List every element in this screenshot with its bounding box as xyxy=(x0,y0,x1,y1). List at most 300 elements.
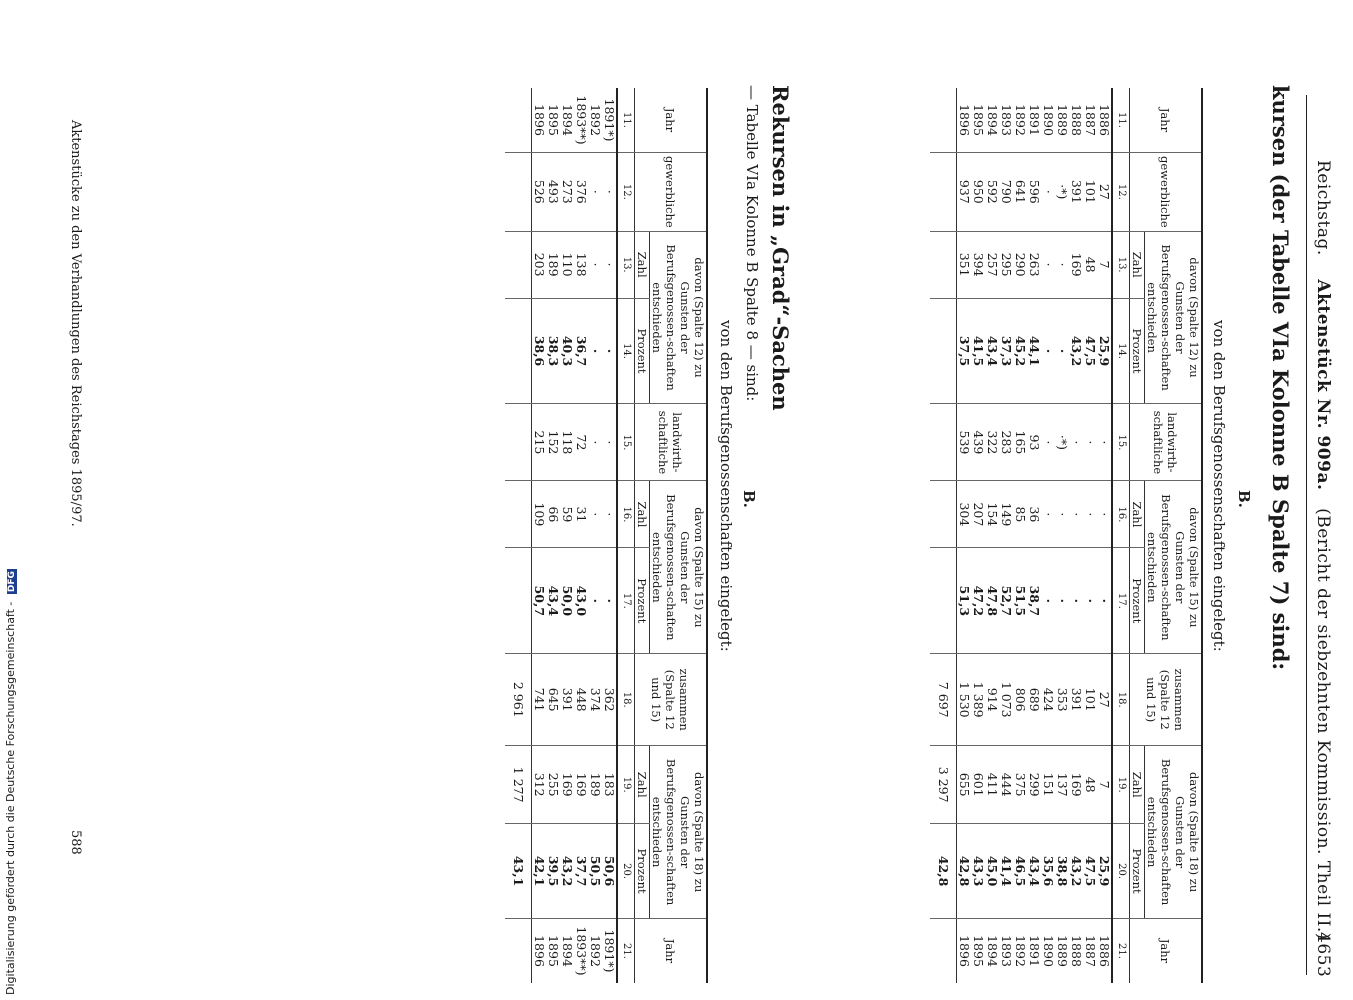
lower-cell: 1891*) xyxy=(602,919,617,984)
upper-cell: 1895 xyxy=(971,919,985,984)
upper-cell: 353 xyxy=(1055,654,1069,746)
lower-cell: 169 xyxy=(574,746,588,824)
hdr-jahr-right: Jahr xyxy=(1130,919,1203,984)
header-left: Reichstag. xyxy=(1313,160,1333,256)
lower-cell: 183 xyxy=(602,746,617,824)
lower-cell: 50,7 xyxy=(532,548,547,654)
upper-table-row xyxy=(1027,88,1041,983)
hdr-zahl-16: Zahl xyxy=(1130,481,1145,548)
lower-cell: 43,4 xyxy=(546,548,560,654)
lower-cell: 38,6 xyxy=(532,298,547,404)
upper-cell: 290 xyxy=(1013,231,1027,298)
upper-colno-cell: 19. xyxy=(1112,746,1130,824)
upper-cell: 806 xyxy=(1013,654,1027,746)
page-header xyxy=(1313,160,1333,940)
lower-cell: 1893**) xyxy=(574,919,588,984)
lhdr-gewerbliche: gewerbliche xyxy=(635,153,708,232)
upper-cell: 1887 xyxy=(1083,104,1098,136)
upper-cell: 304 xyxy=(957,481,972,548)
upper-cell: 257 xyxy=(985,231,999,298)
upper-cell: 299 xyxy=(1027,746,1041,824)
lower-total-cell xyxy=(505,298,532,404)
lower-cell: · xyxy=(602,231,617,298)
hdr-prozent-17: Prozent xyxy=(1130,548,1145,654)
upper-cell: 165 xyxy=(1013,404,1027,481)
lower-cell: 43,0 xyxy=(574,548,588,654)
upper-total-cell xyxy=(930,88,957,153)
upper-cell: 47,2 xyxy=(971,548,985,654)
lower-total-cell xyxy=(505,404,532,481)
lower-cell: 40,3 xyxy=(560,298,574,404)
upper-cell: 27 xyxy=(1097,654,1112,746)
upper-cell: ·*) xyxy=(1055,153,1069,232)
lower-cell: · xyxy=(588,548,602,654)
lhdr-zahl-16: Zahl xyxy=(635,481,650,548)
lower-table-title: Rekursen in „Grad“-Sachen xyxy=(768,85,793,411)
lower-colno-cell: 20. xyxy=(617,824,635,919)
upper-cell: · xyxy=(1041,404,1055,481)
lower-cell: 169 xyxy=(560,746,574,824)
upper-cell: · xyxy=(1069,548,1083,654)
lower-cell: · xyxy=(588,404,602,481)
lower-table-row xyxy=(560,88,574,983)
lower-cell: 493 xyxy=(546,153,560,232)
upper-cell: 27 xyxy=(1097,153,1112,232)
upper-cell: · xyxy=(1041,231,1055,298)
upper-cell: 48 xyxy=(1083,746,1097,824)
upper-cell: · xyxy=(1041,153,1055,232)
upper-cell: · xyxy=(1055,231,1069,298)
lower-subtitle: von den Berufsgenossenschaften eingelegt: xyxy=(717,320,735,652)
upper-cell: 149 xyxy=(999,481,1013,548)
upper-table-row xyxy=(1055,88,1069,983)
upper-cell: 1889 xyxy=(1055,919,1069,984)
upper-cell: 263 xyxy=(1027,231,1041,298)
upper-cell: 1 073 xyxy=(999,654,1013,746)
lower-cell: 376 xyxy=(574,153,588,232)
lower-cell: · xyxy=(588,298,602,404)
lhdr-zahl-13: Zahl xyxy=(635,231,650,298)
lower-table-row xyxy=(588,88,602,983)
upper-cell: 1893 xyxy=(999,919,1013,984)
upper-cell: 689 xyxy=(1027,654,1041,746)
upper-total-cell xyxy=(930,548,957,654)
upper-cell: · xyxy=(1097,548,1112,654)
upper-cell: 1 389 xyxy=(971,654,985,746)
lower-cell: · xyxy=(588,153,602,232)
lower-colno-cell: 14. xyxy=(617,298,635,404)
upper-colno-cell: 13. xyxy=(1112,231,1130,298)
upper-cell: 1894 xyxy=(985,104,1000,136)
upper-total-cell xyxy=(930,481,957,548)
lower-total-cell: 43,1 xyxy=(505,824,532,919)
upper-cell: 7 xyxy=(1097,746,1112,824)
upper-cell: 43,4 xyxy=(985,298,999,404)
upper-cell: 351 xyxy=(957,231,972,298)
lower-cell: 118 xyxy=(560,404,574,481)
upper-section-letter: B. xyxy=(1235,490,1253,508)
lower-total-cell xyxy=(505,919,532,984)
upper-table-row xyxy=(1069,88,1083,983)
lower-total-cell xyxy=(505,481,532,548)
lower-cell: 109 xyxy=(532,481,547,548)
lower-table-row xyxy=(532,88,547,983)
upper-cell: 85 xyxy=(1013,481,1027,548)
upper-cell: 1891 xyxy=(1027,104,1042,136)
upper-cell: 1892 xyxy=(1013,919,1027,984)
upper-cell: · xyxy=(1041,298,1055,404)
upper-total-cell: 42,8 xyxy=(930,824,957,919)
hdr-zusammen: zusammen (Spalte 12 und 15) xyxy=(1130,654,1203,746)
upper-cell: 1896 xyxy=(957,104,972,136)
lower-cell: · xyxy=(602,548,617,654)
footer-text: Aktenstücke zu den Verhandlungen des Reichstages 1895/97. xyxy=(68,120,83,527)
upper-cell: 394 xyxy=(971,231,985,298)
lower-cell: 43,2 xyxy=(560,824,574,919)
upper-cell: 38,7 xyxy=(1027,548,1041,654)
hdr-davon15: davon (Spalte 15) zu Gunsten der Berufsgenossen-schaften entschieden xyxy=(1145,481,1203,654)
lhdr-landwirth: landwirth-schaftliche xyxy=(635,404,708,481)
lower-cell: 741 xyxy=(532,654,547,746)
lower-cell: 38,3 xyxy=(546,298,560,404)
upper-cell: 48 xyxy=(1083,231,1097,298)
lower-cell: 50,6 xyxy=(602,824,617,919)
lower-colno-cell: 13. xyxy=(617,231,635,298)
upper-cell: 950 xyxy=(971,153,985,232)
lower-cell: 1894 xyxy=(560,104,575,136)
hdr-gewerbliche: gewerbliche xyxy=(1130,153,1203,232)
upper-cell: 43,2 xyxy=(1069,298,1083,404)
upper-colno-cell: 15. xyxy=(1112,404,1130,481)
upper-table-row xyxy=(957,88,972,983)
upper-table-row xyxy=(971,88,985,983)
lower-cell: 72 xyxy=(574,404,588,481)
upper-colno-cell: 18. xyxy=(1112,654,1130,746)
lower-totals-row xyxy=(505,88,532,983)
upper-cell: 47,5 xyxy=(1083,298,1097,404)
upper-cell: 101 xyxy=(1083,654,1097,746)
lower-cell: 42,1 xyxy=(532,824,547,919)
upper-cell: 1896 xyxy=(957,919,972,984)
upper-cell: 444 xyxy=(999,746,1013,824)
upper-cell: 41,4 xyxy=(999,824,1013,919)
upper-colno-cell: 21. xyxy=(1112,919,1130,984)
dfg-sidebar xyxy=(4,569,17,995)
hdr-landwirth: landwirth-schaftliche xyxy=(1130,404,1203,481)
lower-table-row xyxy=(602,88,617,983)
upper-column-numbers xyxy=(1112,88,1130,983)
lower-cell: 362 xyxy=(602,654,617,746)
lhdr-zusammen: zusammen (Spalte 12 und 15) xyxy=(635,654,708,746)
page-number: 4653 xyxy=(1313,932,1333,978)
upper-cell: 44,1 xyxy=(1027,298,1041,404)
lower-table-row xyxy=(574,88,588,983)
upper-cell: 1 530 xyxy=(957,654,972,746)
upper-total-cell xyxy=(930,404,957,481)
lower-cell: 203 xyxy=(532,231,547,298)
upper-cell: 1894 xyxy=(985,919,999,984)
hdr-davon12: davon (Spalte 12) zu Gunsten der Berufsgenossen-schaften entschieden xyxy=(1145,231,1203,404)
upper-totals-row xyxy=(930,88,957,983)
upper-cell: 439 xyxy=(971,404,985,481)
lower-cell: 255 xyxy=(546,746,560,824)
upper-cell: 1890 xyxy=(1041,919,1055,984)
upper-cell: · xyxy=(1055,298,1069,404)
upper-total-cell: 3 297 xyxy=(930,746,957,824)
lower-cell: 1895 xyxy=(546,919,560,984)
upper-cell: 52,7 xyxy=(999,548,1013,654)
lhdr-zahl-19: Zahl xyxy=(635,746,650,824)
lower-colno-cell: 15. xyxy=(617,404,635,481)
lower-cell: 645 xyxy=(546,654,560,746)
upper-cell: 391 xyxy=(1069,654,1083,746)
lower-cell: 1896 xyxy=(532,919,547,984)
upper-table-row xyxy=(985,88,999,983)
hdr-zahl-19: Zahl xyxy=(1130,746,1145,824)
upper-table-row xyxy=(1041,88,1055,983)
upper-cell: 51,5 xyxy=(1013,548,1027,654)
lower-cell: 391 xyxy=(560,654,574,746)
upper-cell: 1888 xyxy=(1069,919,1083,984)
lower-total-cell xyxy=(505,548,532,654)
upper-cell: 151 xyxy=(1041,746,1055,824)
header-rule xyxy=(1306,95,1307,975)
upper-cell: 42,8 xyxy=(957,824,972,919)
upper-cell: 41,5 xyxy=(971,298,985,404)
lhdr-davon12: davon (Spalte 12) zu Gunsten der Berufsgenossen-schaften entschieden xyxy=(650,231,708,404)
hdr-jahr-left: Jahr xyxy=(1130,88,1203,153)
lower-cell: · xyxy=(588,231,602,298)
upper-cell: 37,3 xyxy=(999,298,1013,404)
lower-cell: · xyxy=(602,404,617,481)
upper-cell: 1895 xyxy=(971,104,986,136)
upper-total-cell: 7 697 xyxy=(930,654,957,746)
lower-section-letter: B. xyxy=(740,490,758,508)
upper-cell: · xyxy=(1083,481,1097,548)
upper-cell: 424 xyxy=(1041,654,1055,746)
lower-cell: 59 xyxy=(560,481,574,548)
lower-cell: 39,5 xyxy=(546,824,560,919)
lower-colno-cell: 19. xyxy=(617,746,635,824)
upper-cell: 1888 xyxy=(1069,104,1084,136)
lower-total-cell xyxy=(505,231,532,298)
lower-cell: 50,0 xyxy=(560,548,574,654)
lower-cell: 1891*) xyxy=(602,98,617,142)
lower-cell: 1893**) xyxy=(574,95,589,145)
lower-cell: 1892 xyxy=(588,919,602,984)
lower-total-cell: 1 277 xyxy=(505,746,532,824)
upper-cell: · xyxy=(1055,548,1069,654)
upper-cell: 45,0 xyxy=(985,824,999,919)
upper-cell: 596 xyxy=(1027,153,1041,232)
upper-cell: 38,8 xyxy=(1055,824,1069,919)
upper-colno-cell: 11. xyxy=(1112,88,1130,153)
upper-cell: 45,2 xyxy=(1013,298,1027,404)
upper-cell: 154 xyxy=(985,481,999,548)
lhdr-davon18: davon (Spalte 18) zu Gunsten der Berufsgenossen-schaften entschieden xyxy=(650,746,708,919)
upper-cell: 46,5 xyxy=(1013,824,1027,919)
upper-colno-cell: 16. xyxy=(1112,481,1130,548)
upper-cell: 914 xyxy=(985,654,999,746)
lower-cell: 273 xyxy=(560,153,574,232)
hdr-prozent-14: Prozent xyxy=(1130,298,1145,404)
upper-cell: 47,5 xyxy=(1083,824,1097,919)
upper-cell: 790 xyxy=(999,153,1013,232)
upper-cell: 7 xyxy=(1097,231,1112,298)
hdr-prozent-20: Prozent xyxy=(1130,824,1145,919)
header-middle: Aktenstück Nr. 909a. xyxy=(1313,279,1333,491)
upper-cell: 93 xyxy=(1027,404,1041,481)
upper-cell: 43,4 xyxy=(1027,824,1041,919)
upper-cell: 1889 xyxy=(1055,104,1070,136)
upper-cell: 37,5 xyxy=(957,298,972,404)
upper-cell: 937 xyxy=(957,153,972,232)
lower-colno-cell: 11. xyxy=(617,88,635,153)
upper-cell: 36 xyxy=(1027,481,1041,548)
lower-cell: 110 xyxy=(560,231,574,298)
upper-cell: 322 xyxy=(985,404,999,481)
upper-cell: 1893 xyxy=(999,104,1014,136)
upper-cell: 1891 xyxy=(1027,919,1041,984)
lower-cell: 189 xyxy=(588,746,602,824)
upper-cell: · xyxy=(1069,481,1083,548)
lower-cell: · xyxy=(602,153,617,232)
upper-table-title: kursen (der Tabelle VIa Kolonne B Spalte 7) sind: xyxy=(1268,85,1293,671)
lower-cell: 66 xyxy=(546,481,560,548)
lower-cell: 1896 xyxy=(532,104,547,136)
upper-table-row xyxy=(999,88,1013,983)
upper-cell: 1892 xyxy=(1013,104,1028,136)
upper-cell: 169 xyxy=(1069,231,1083,298)
upper-cell: 391 xyxy=(1069,153,1083,232)
lower-colno-cell: 21. xyxy=(617,919,635,984)
upper-cell: · xyxy=(1041,548,1055,654)
lower-total-cell: 2 961 xyxy=(505,654,532,746)
lower-cell: 1894 xyxy=(560,919,574,984)
lower-cell: 138 xyxy=(574,231,588,298)
upper-cell: 25,9 xyxy=(1097,298,1112,404)
lower-total-cell xyxy=(505,88,532,153)
upper-cell: 641 xyxy=(1013,153,1027,232)
header-rest: (Bericht der siebzehnten Kommission. Theil II.) xyxy=(1313,508,1333,940)
upper-cell: 35,6 xyxy=(1041,824,1055,919)
lower-cell: 152 xyxy=(546,404,560,481)
upper-cell: 283 xyxy=(999,404,1013,481)
lower-cell: 1895 xyxy=(546,104,561,136)
lower-table xyxy=(505,88,708,983)
upper-cell: 1890 xyxy=(1041,104,1056,136)
upper-cell: 51,3 xyxy=(957,548,972,654)
upper-cell: 101 xyxy=(1083,153,1097,232)
upper-cell: 295 xyxy=(999,231,1013,298)
upper-cell: 655 xyxy=(957,746,972,824)
upper-total-cell xyxy=(930,231,957,298)
upper-cell: · xyxy=(1097,481,1112,548)
upper-cell: ·*) xyxy=(1055,404,1069,481)
lower-cell: 50,5 xyxy=(588,824,602,919)
upper-cell: 375 xyxy=(1013,746,1027,824)
dfg-logo: DFG xyxy=(7,571,17,593)
upper-cell: · xyxy=(1055,481,1069,548)
lower-cell: 526 xyxy=(532,153,547,232)
upper-total-cell xyxy=(930,298,957,404)
upper-cell: 47,8 xyxy=(985,548,999,654)
lower-cell: · xyxy=(602,481,617,548)
upper-table-row xyxy=(1013,88,1027,983)
lower-table-row xyxy=(546,88,560,983)
lower-cell: 36,7 xyxy=(574,298,588,404)
lhdr-prozent-17: Prozent xyxy=(635,548,650,654)
lower-total-cell xyxy=(505,153,532,232)
hdr-davon18: davon (Spalte 18) zu Gunsten der Berufsgenossen-schaften entschieden xyxy=(1145,746,1203,919)
upper-cell: 137 xyxy=(1055,746,1069,824)
upper-cell: · xyxy=(1041,481,1055,548)
lower-cell: 189 xyxy=(546,231,560,298)
lhdr-jahr-right: Jahr xyxy=(635,919,708,984)
lower-subtitle-left: — Tabelle VIa Kolonne B Spalte 8 — sind: xyxy=(743,85,761,402)
lhdr-davon15: davon (Spalte 15) zu Gunsten der Berufsgenossen-schaften entschieden xyxy=(650,481,708,654)
footer-page: 588 xyxy=(68,830,83,855)
lower-colno-cell: 17. xyxy=(617,548,635,654)
lower-cell: 374 xyxy=(588,654,602,746)
lhdr-prozent-14: Prozent xyxy=(635,298,650,404)
upper-cell: 169 xyxy=(1069,746,1083,824)
lhdr-prozent-20: Prozent xyxy=(635,824,650,919)
upper-cell: 43,3 xyxy=(971,824,985,919)
lower-cell: 312 xyxy=(532,746,547,824)
lower-cell: · xyxy=(588,481,602,548)
upper-cell: · xyxy=(1097,404,1112,481)
upper-cell: · xyxy=(1069,404,1083,481)
lower-cell: 31 xyxy=(574,481,588,548)
upper-subtitle: von den Berufsgenossenschaften eingelegt: xyxy=(1210,320,1228,652)
upper-colno-cell: 14. xyxy=(1112,298,1130,404)
upper-table-row xyxy=(1097,88,1112,983)
upper-total-cell xyxy=(930,153,957,232)
upper-cell: 592 xyxy=(985,153,999,232)
lower-cell: 1892 xyxy=(588,104,603,136)
upper-cell: 539 xyxy=(957,404,972,481)
upper-table-row xyxy=(1083,88,1097,983)
upper-cell: 1886 xyxy=(1097,919,1112,984)
lower-column-numbers xyxy=(617,88,635,983)
upper-colno-cell: 17. xyxy=(1112,548,1130,654)
upper-cell: 43,2 xyxy=(1069,824,1083,919)
upper-table xyxy=(930,88,1203,983)
lower-cell: · xyxy=(602,298,617,404)
upper-colno-cell: 20. xyxy=(1112,824,1130,919)
dfg-sidebar-text: Digitalisierung gefördert durch die Deutsche Forschungsgemeinschaft - xyxy=(4,601,17,995)
lower-cell: 215 xyxy=(532,404,547,481)
upper-cell: 1886 xyxy=(1097,104,1112,136)
lower-cell: 448 xyxy=(574,654,588,746)
upper-colno-cell: 12. xyxy=(1112,153,1130,232)
lower-cell: 37,7 xyxy=(574,824,588,919)
upper-cell: 411 xyxy=(985,746,999,824)
upper-cell: · xyxy=(1083,548,1097,654)
upper-cell: 601 xyxy=(971,746,985,824)
lower-colno-cell: 18. xyxy=(617,654,635,746)
lower-colno-cell: 16. xyxy=(617,481,635,548)
upper-cell: 25,9 xyxy=(1097,824,1112,919)
upper-cell: 207 xyxy=(971,481,985,548)
lower-colno-cell: 12. xyxy=(617,153,635,232)
upper-cell: 1887 xyxy=(1083,919,1097,984)
hdr-zahl-13: Zahl xyxy=(1130,231,1145,298)
upper-cell: · xyxy=(1083,404,1097,481)
lhdr-jahr-left: Jahr xyxy=(635,88,708,153)
upper-total-cell xyxy=(930,919,957,984)
